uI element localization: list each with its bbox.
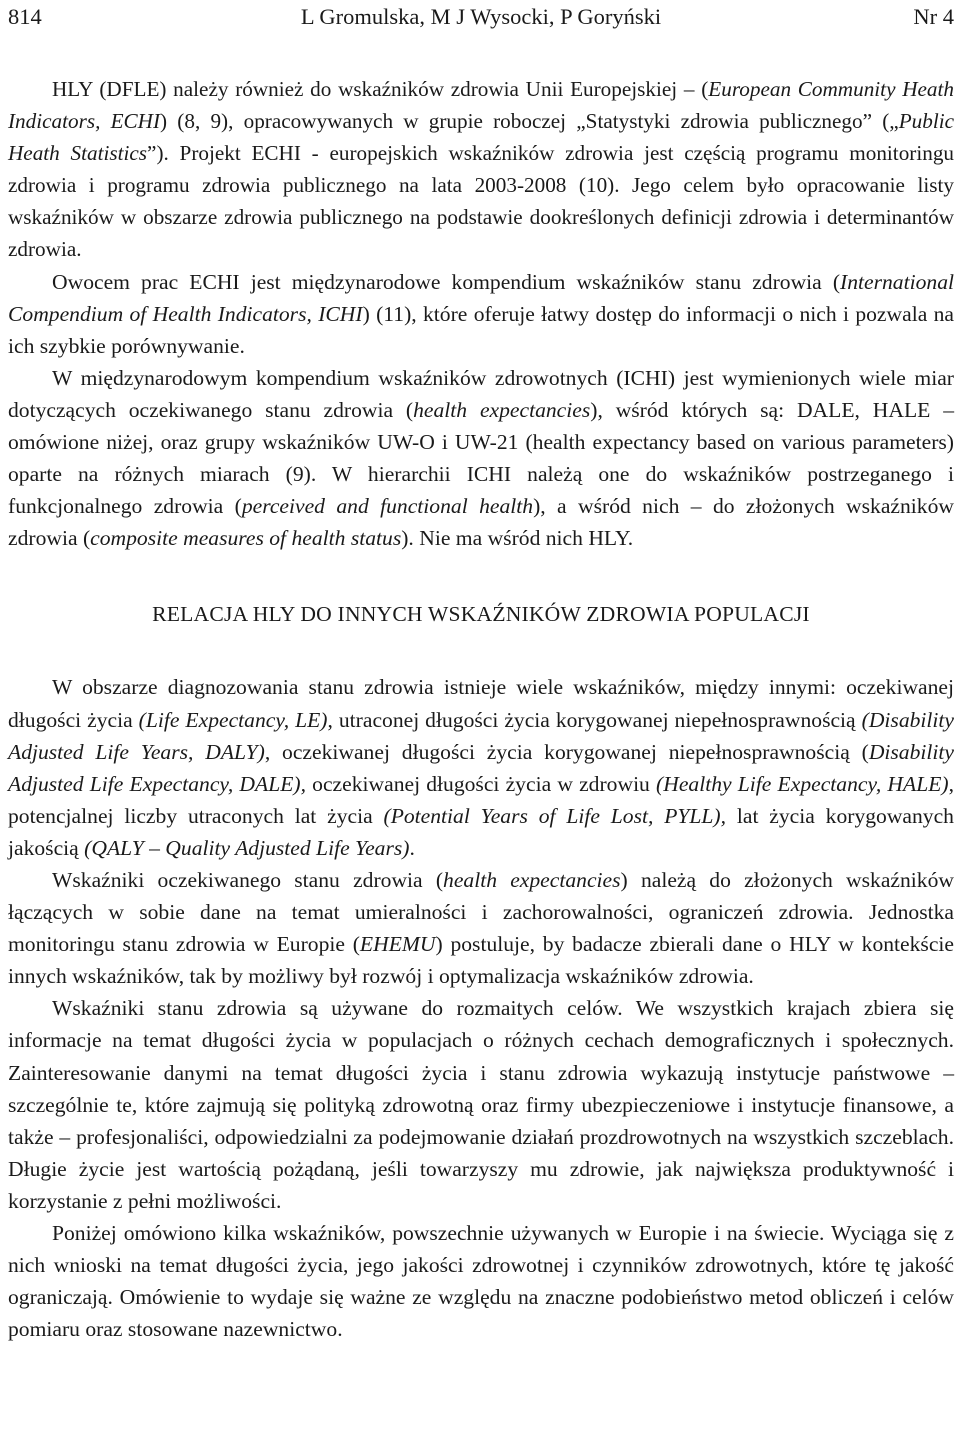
- text-run: ) (11), które oferuje łatwy dostęp do informacji o nich i pozwala na ich szybkie porównywanie.: [8, 301, 954, 358]
- text-run: Wskaźniki oczekiwanego stanu zdrowia (: [52, 867, 444, 892]
- italic-run: perceived and functional health: [241, 494, 534, 519]
- running-head-authors: L Gromulska, M J Wysocki, P Goryński: [300, 4, 662, 29]
- text-run: ”). Projekt ECHI - europejskich wskaźników zdrowia jest częścią programu monitoringu zdrowia i programu zdrowia publicznego na lata 2003-2008 (10). Jego celem było opracowanie listy wskaźników w obszarze zdrowia publicznego na podstawie dookreślonych definicji zdrowia i determinantów zdrowia.: [8, 141, 955, 262]
- italic-run: International Compendium of Health Indicators, ICHI: [8, 269, 954, 326]
- text-run: W międzynarodowym kompendium wskaźników zdrowotnych (ICHI) jest wymienionych wiele miar dotyczących oczekiwanego stanu zdrowia (: [8, 365, 954, 422]
- italic-run: (Disability Adjusted Life Years, DALY): [8, 707, 954, 764]
- text-run: , oczekiwanej długości życia korygowanej niepełnosprawnością (: [264, 739, 869, 764]
- text-run: , potencjalnej liczby utraconych lat życia: [8, 771, 955, 828]
- page-number: 814: [8, 4, 42, 29]
- text-run: ). Nie ma wśród nich HLY.: [401, 526, 634, 551]
- italic-run: Disability Adjusted Life Expectancy, DALE),: [8, 739, 954, 796]
- text-run: lat życia korygowanych jakością: [8, 803, 954, 860]
- paragraph-ichi: [8, 266, 954, 362]
- article-body: [8, 73, 954, 1345]
- text-run: ) (8, 9), opracowywanych w grupie roboczej „Statystyki zdrowia publicznego” („: [160, 109, 899, 134]
- italic-run: (Life Expectancy, LE): [138, 707, 328, 732]
- italic-run: Public Heath Statistics: [8, 109, 955, 166]
- paragraph-indicators-list: [8, 671, 954, 864]
- text-run: Owocem prac ECHI jest międzynarodowe kompendium wskaźników stanu zdrowia (: [52, 269, 841, 294]
- italic-run: health expectancies: [413, 397, 591, 422]
- paragraph-ichi-measures: [8, 362, 954, 555]
- page-header: [8, 2, 954, 38]
- text-run: ), a wśród nich – do złożonych wskaźników zdrowia (: [8, 494, 954, 551]
- paragraph-uses: Wskaźniki stanu zdrowia są używane do rozmaitych celów. We wszystkich krajach zbiera się informacje na temat długości życia w populacjach o różnych cechach demograficznych i społecznych. Zainteresowanie danymi na temat długości życia i stanu zdrowia wykazują instytucje państwowe – szczególnie te, które zajmują się polityką zdrowotną oraz firmy ubezpieczeniowe i instytucje finansowe, a także – profesjonaliści, odpowiedzialni za podejmowanie działań prozdrowotnych na wszystkich szczeblach. Długie życie jest wartością pożądaną, jeśli towarzyszy mu zdrowie, jak największa produktywność i korzystanie z pełni możliwości.: [8, 996, 954, 1213]
- paragraph-summary: Poniżej omówiono kilka wskaźników, powszechnie używanych w Europie i na świecie. Wyciąga się z nich wnioski na temat długości życia, jego jakości zdrowotnej i czynników zdrowotnych, które tę jakość ograniczają. Omówienie to wydaje się ważne ze względu na znaczne podobieństwo metod obliczeń i celów pomiaru oraz stosowane nazewnictwo.: [8, 1221, 954, 1342]
- document-page: [8, 0, 954, 1345]
- text-run: W obszarze diagnozowania stanu zdrowia istnieje wiele wskaźników, między innymi: oczekiwanej długości życia: [8, 675, 954, 732]
- paragraph-hly-echi: [8, 73, 954, 266]
- issue-number: Nr 4: [913, 4, 954, 29]
- paragraph-health-expectancies: [8, 864, 954, 992]
- section-heading: RELACJA HLY DO INNYCH WSKAŹNIKÓW ZDROWIA POPULACJI: [152, 602, 810, 627]
- italic-run: health expectancies: [443, 867, 621, 892]
- italic-run: (Potential Years of Life Lost, PYLL),: [383, 803, 727, 828]
- italic-run: (Healthy Life Expectancy, HALE): [656, 771, 949, 796]
- text-run: ) postuluje, by badacze zbierali dane o HLY w kontekście innych wskaźników, tak by możliwy był rozwój i optymalizacja wskaźników zdrowia.: [8, 932, 954, 989]
- text-run: , utraconej długości życia korygowanej niepełnosprawnością: [327, 707, 862, 732]
- italic-run: European Community Heath Indicators, ECHI: [8, 77, 954, 134]
- italic-run: composite measures of health status: [90, 526, 402, 551]
- text-run: oczekiwanej długości życia w zdrowiu: [305, 771, 657, 796]
- text-run: ), wśród których są: DALE, HALE – omówione niżej, oraz grupy wskaźników UW-O i UW-21 (health expectancy based on various parameters) oparte na różnych miarach (9). W hierarchii ICHI należą one do wskaźników postrzeganego i funkcjonalnego zdrowia (: [8, 397, 954, 519]
- text-run: .: [409, 835, 415, 860]
- text-run: ) należą do złożonych wskaźników łączących w sobie dane na temat umieralności i zachorowalności, ograniczeń zdrowia. Jednostka monitoringu stanu zdrowia w Europie (: [8, 867, 954, 957]
- text-run: HLY (DFLE) należy również do wskaźników zdrowia Unii Europejskiej – (: [52, 77, 709, 101]
- italic-run: EHEMU: [359, 932, 436, 957]
- italic-run: (QALY – Quality Adjusted Life Years): [84, 835, 410, 860]
